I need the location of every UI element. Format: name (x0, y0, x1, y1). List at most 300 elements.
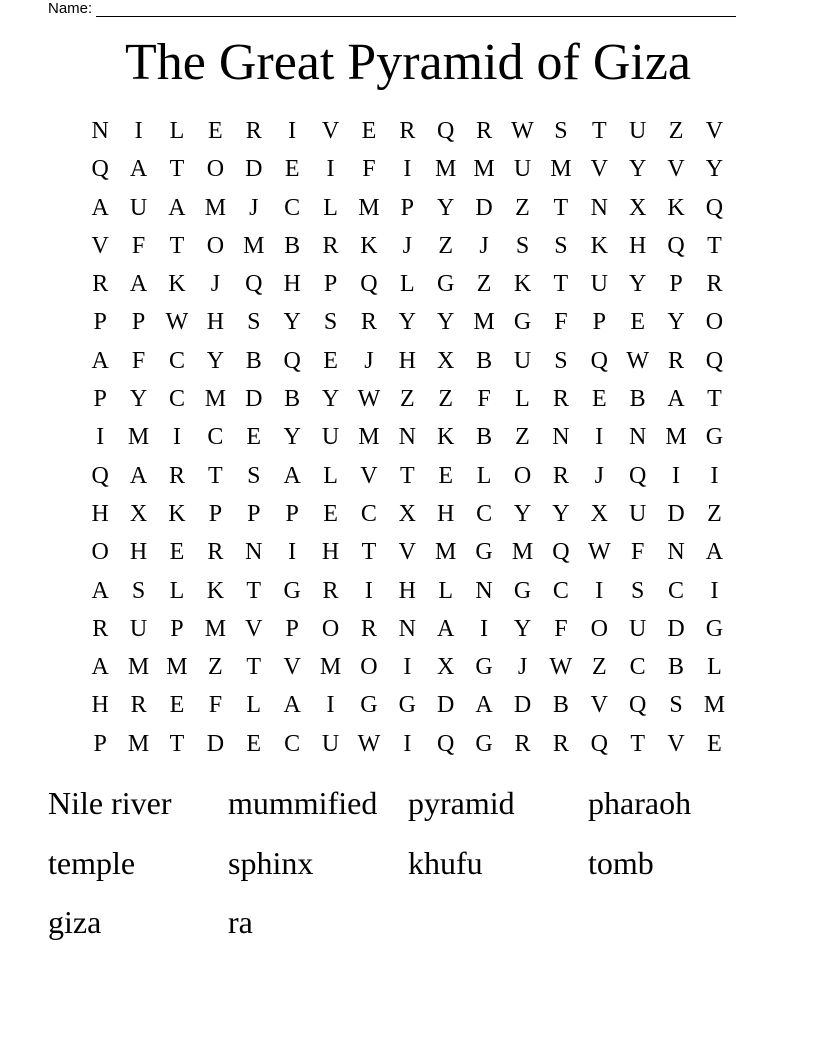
grid-letter: Y (513, 500, 532, 527)
grid-letter: Z (668, 118, 684, 144)
grid-letter: H (129, 539, 148, 566)
grid-letter: J (402, 232, 412, 259)
grid-letter: W (587, 539, 611, 566)
grid-letter: N (590, 194, 608, 221)
grid-letter: H (91, 692, 109, 719)
grid-letter: C (668, 577, 685, 604)
grid-letter: I (288, 539, 297, 566)
grid-letter: N (628, 424, 647, 451)
grid-letter: E (246, 424, 262, 451)
grid-letter: X (398, 500, 416, 527)
grid-letter: T (707, 386, 722, 413)
grid-letter: D (245, 386, 263, 413)
grid-letter: U (321, 424, 340, 451)
name-label: Name: (48, 0, 93, 17)
grid-letter: I (403, 156, 412, 183)
grid-letter: M (243, 232, 265, 259)
grid-letter: Z (438, 386, 454, 413)
grid-letter: I (326, 156, 335, 183)
grid-letter: B (284, 386, 301, 413)
grid-letter: I (364, 577, 373, 604)
grid-letter: E (707, 730, 722, 757)
grid-letter: P (285, 500, 299, 527)
grid-letter: J (210, 271, 221, 298)
grid-letter: N (245, 539, 263, 566)
grid-letter: U (628, 500, 647, 527)
grid-letter: B (552, 692, 569, 719)
grid-letter: R (360, 309, 377, 336)
grid-letter: M (358, 424, 380, 451)
grid-letter: V (590, 156, 608, 183)
grid-letter: F (131, 347, 146, 374)
grid-letter: B (284, 232, 301, 259)
grid-letter: Z (208, 654, 223, 681)
grid-letter: C (629, 654, 646, 681)
grid-letter: M (127, 730, 150, 757)
grid-letter: E (361, 118, 377, 144)
grid-letter: U (129, 615, 148, 642)
grid-letter: R (514, 730, 531, 757)
grid-letter: P (170, 615, 184, 642)
grid-letter: B (245, 347, 262, 374)
grid-letter: R (92, 615, 109, 642)
grid-letter: L (169, 577, 185, 604)
grid-letter: O (321, 615, 340, 642)
grid-letter: A (283, 692, 301, 719)
grid-letter: D (667, 500, 685, 527)
word-list (48, 783, 768, 962)
word-list-item: sphinx (228, 844, 314, 881)
grid-letter: A (283, 462, 301, 489)
grid-letter: E (169, 539, 185, 566)
grid-letter: A (437, 615, 455, 642)
grid-letter: K (168, 271, 186, 298)
grid-letter: E (438, 462, 454, 489)
grid-letter: I (480, 615, 489, 642)
word-list-item: giza (48, 904, 102, 940)
grid-letter: V (360, 462, 378, 489)
grid-letter: N (552, 424, 570, 451)
grid-letter: F (630, 539, 645, 566)
grid-letter: Y (129, 386, 148, 413)
grid-letter: C (476, 500, 493, 527)
grid-letter: R (207, 539, 224, 566)
grid-letter: K (513, 271, 532, 298)
grid-letter: E (591, 386, 607, 413)
grid-letter: Q (437, 118, 455, 144)
grid-letter: V (398, 539, 416, 566)
grid-letter: G (398, 692, 416, 719)
grid-letter: U (590, 271, 608, 298)
grid-letter: P (323, 271, 338, 298)
grid-letter: T (361, 539, 377, 566)
grid-letter: M (204, 386, 227, 413)
grid-letter: V (667, 156, 685, 183)
grid-letter: G (475, 539, 493, 566)
grid-letter: H (283, 271, 301, 298)
grid-letter: M (204, 615, 227, 642)
grid-letter: J (364, 347, 374, 374)
grid-letter: T (246, 654, 262, 681)
grid-letter: W (626, 347, 649, 374)
grid-letter: R (130, 692, 147, 719)
grid-letter: N (91, 118, 109, 144)
grid-letter: S (247, 309, 261, 336)
grid-letter: A (91, 347, 109, 374)
grid-letter: G (705, 424, 724, 451)
grid-letter: L (323, 194, 338, 221)
grid-letter: Z (476, 271, 492, 298)
grid-letter: X (437, 347, 455, 374)
grid-letter: Z (707, 500, 722, 527)
grid-letter: U (628, 615, 647, 642)
grid-letter: M (127, 654, 150, 681)
grid-letter: M (435, 539, 457, 566)
grid-letter: H (206, 309, 225, 336)
grid-letter: Q (552, 539, 570, 566)
grid-letter: X (590, 500, 608, 527)
grid-letter: W (549, 654, 573, 681)
grid-letter: T (553, 194, 569, 221)
grid-letter: S (131, 577, 146, 604)
grid-letter: X (129, 500, 148, 527)
grid-letter: O (360, 654, 378, 681)
grid-letter: Q (705, 194, 724, 221)
grid-letter: Q (283, 347, 301, 374)
grid-letter: V (283, 654, 301, 681)
grid-letter: L (438, 577, 454, 604)
word-list-item: khufu (408, 844, 483, 881)
grid-letter: X (628, 194, 647, 221)
grid-letter: N (398, 615, 416, 642)
grid-letter: Q (91, 156, 109, 183)
grid-letter: S (630, 577, 645, 604)
grid-letter: V (705, 118, 724, 144)
grid-letter: Q (590, 730, 608, 757)
grid-letter: T (707, 232, 722, 259)
grid-letter: M (166, 654, 188, 681)
grid-letter: A (91, 577, 109, 604)
grid-letter: M (473, 156, 495, 183)
grid-letter: G (437, 271, 455, 298)
grid-letter: H (628, 232, 647, 259)
grid-letter: F (362, 156, 376, 183)
grid-letter: S (515, 232, 530, 259)
grid-letter: B (668, 654, 685, 681)
grid-letter: D (667, 615, 685, 642)
grid-letter: M (358, 194, 380, 221)
grid-letter: V (590, 692, 608, 719)
grid-letter: Y (667, 309, 685, 336)
grid-letter: M (550, 156, 572, 183)
grid-letter: A (129, 271, 148, 298)
grid-letter: R (360, 615, 377, 642)
grid-letter: D (437, 692, 455, 719)
word-list-item: pharaoh (588, 785, 692, 821)
grid-letter: I (403, 654, 412, 681)
grid-letter: Y (398, 309, 416, 336)
grid-letter: E (630, 309, 645, 336)
grid-letter: A (705, 539, 724, 566)
grid-letter: R (552, 730, 569, 757)
grid-letter: P (208, 500, 223, 527)
grid-letter: V (321, 118, 340, 144)
grid-letter: M (204, 194, 227, 221)
grid-letter: P (592, 309, 606, 336)
grid-letter: H (398, 347, 416, 374)
grid-letter: Z (515, 424, 530, 451)
grid-letter: I (134, 118, 143, 144)
grid-letter: R (168, 462, 185, 489)
grid-letter: U (513, 347, 532, 374)
grid-letter: L (323, 462, 338, 489)
grid-letter: M (319, 654, 342, 681)
grid-letter: I (710, 462, 719, 489)
grid-letter: B (476, 424, 493, 451)
grid-letter: N (475, 577, 493, 604)
grid-letter: M (435, 156, 457, 183)
grid-letter: Y (628, 156, 647, 183)
grid-letter: A (129, 462, 148, 489)
grid-letter: T (553, 271, 569, 298)
grid-letter: D (475, 194, 493, 221)
grid-letter: O (206, 232, 225, 259)
grid-letter: A (91, 194, 109, 221)
grid-letter: P (93, 386, 107, 413)
grid-letter: I (672, 462, 681, 489)
grid-letter: S (323, 309, 338, 336)
grid-letter: D (513, 692, 532, 719)
grid-letter: C (168, 386, 185, 413)
grid-letter: N (398, 424, 416, 451)
grid-letter: F (208, 692, 223, 719)
grid-letter: C (360, 500, 377, 527)
grid-letter: Y (552, 500, 570, 527)
grid-letter: L (399, 271, 415, 298)
grid-letter: G (475, 730, 493, 757)
grid-letter: Q (667, 232, 685, 259)
grid-letter: G (705, 615, 724, 642)
grid-letter: M (703, 692, 726, 719)
grid-letter: G (513, 577, 532, 604)
grid-letter: S (554, 347, 568, 374)
grid-letter: Q (705, 347, 724, 374)
grid-letter: Y (321, 386, 340, 413)
name-blank-line (96, 1, 736, 17)
grid-letter: S (669, 692, 683, 719)
grid-letter: E (169, 692, 185, 719)
grid-letter: G (360, 692, 378, 719)
grid-letter: Z (591, 654, 607, 681)
grid-letter: K (437, 424, 455, 451)
grid-letter: G (283, 577, 301, 604)
word-list-item: Nile river (48, 785, 172, 821)
grid-letter: R (552, 462, 569, 489)
grid-letter: M (473, 309, 495, 336)
grid-letter: P (93, 309, 107, 336)
grid-letter: R (399, 118, 416, 144)
grid-letter: O (206, 156, 225, 183)
grid-letter: A (129, 156, 148, 183)
grid-letter: J (479, 232, 489, 259)
grid-letter: I (710, 577, 719, 604)
grid-letter: P (247, 500, 261, 527)
grid-letter: C (552, 577, 569, 604)
grid-letter: Q (360, 271, 378, 298)
grid-letter: I (326, 692, 335, 719)
grid-letter: U (513, 156, 532, 183)
grid-letter: M (511, 539, 534, 566)
grid-letter: Y (283, 309, 301, 336)
word-list-item: mummified (228, 785, 378, 821)
grid-letter: G (475, 654, 493, 681)
grid-letter: T (399, 462, 415, 489)
grid-letter: N (667, 539, 685, 566)
grid-letter: D (206, 730, 225, 757)
grid-letter: P (131, 309, 146, 336)
grid-letter: E (246, 730, 262, 757)
grid-letter: T (246, 577, 262, 604)
grid-letter: L (169, 118, 185, 144)
grid-letter: C (284, 730, 301, 757)
grid-letter: E (323, 347, 338, 374)
grid-letter: Q (590, 347, 608, 374)
grid-letter: Z (515, 194, 530, 221)
grid-letter: U (628, 118, 647, 144)
grid-letter: J (249, 194, 259, 221)
grid-letter: H (321, 539, 340, 566)
grid-letter: U (129, 194, 148, 221)
grid-letter: W (357, 730, 381, 757)
grid-letter: R (706, 271, 723, 298)
grid-letter: E (208, 118, 223, 144)
grid-letter: S (554, 118, 568, 144)
grid-letter: I (595, 424, 604, 451)
grid-letter: R (322, 232, 339, 259)
grid-letter: J (517, 654, 528, 681)
grid-letter: H (437, 500, 455, 527)
grid-letter: I (595, 577, 604, 604)
name-field (48, 0, 736, 17)
grid-letter: Q (628, 462, 647, 489)
grid-letter: J (594, 462, 604, 489)
grid-letter: K (360, 232, 378, 259)
grid-letter: K (168, 500, 186, 527)
grid-letter: Y (437, 194, 455, 221)
grid-letter: R (668, 347, 685, 374)
grid-letter: I (172, 424, 181, 451)
grid-letter: L (246, 692, 262, 719)
grid-letter: T (208, 462, 223, 489)
grid-letter: L (515, 386, 530, 413)
grid-letter: A (91, 654, 109, 681)
grid-letter: V (667, 730, 685, 757)
grid-letter: Y (437, 309, 455, 336)
grid-letter: Q (245, 271, 263, 298)
grid-letter: F (131, 232, 146, 259)
grid-letter: V (91, 232, 109, 259)
grid-letter: A (667, 386, 685, 413)
grid-letter: W (165, 309, 189, 336)
grid-letter: C (168, 347, 185, 374)
grid-letter: Y (628, 271, 647, 298)
grid-letter: M (127, 424, 150, 451)
grid-letter: Y (283, 424, 301, 451)
grid-letter: F (554, 615, 568, 642)
grid-letter: F (477, 386, 491, 413)
grid-letter: R (476, 118, 493, 144)
grid-letter: T (169, 232, 185, 259)
grid-letter: T (630, 730, 645, 757)
grid-letter: S (247, 462, 261, 489)
grid-letter: R (552, 386, 569, 413)
word-list-item: ra (228, 904, 253, 940)
grid-letter: K (590, 232, 608, 259)
grid-letter: E (323, 500, 338, 527)
grid-letter: A (475, 692, 493, 719)
grid-letter: Y (705, 156, 724, 183)
grid-letter: U (321, 730, 340, 757)
grid-letter: B (629, 386, 646, 413)
grid-letter: E (284, 156, 300, 183)
grid-letter: O (91, 539, 109, 566)
grid-letter: W (511, 118, 534, 144)
grid-letter: Q (91, 462, 109, 489)
grid-letter: P (400, 194, 414, 221)
grid-letter: H (398, 577, 416, 604)
grid-letter: V (245, 615, 263, 642)
grid-letter: R (92, 271, 109, 298)
grid-letter: K (667, 194, 685, 221)
grid-letter: Z (399, 386, 415, 413)
grid-letter: I (96, 424, 105, 451)
grid-letter: R (245, 118, 262, 144)
grid-letter: Q (437, 730, 455, 757)
page-title: The Great Pyramid of Giza (124, 34, 691, 91)
grid-letter: P (93, 730, 107, 757)
grid-letter: O (705, 309, 724, 336)
grid-letter: I (288, 118, 297, 144)
grid-letter: T (591, 118, 607, 144)
grid-letter: Q (628, 692, 647, 719)
grid-letter: Y (206, 347, 225, 374)
grid-letter: W (357, 386, 381, 413)
word-list-item: pyramid (408, 785, 515, 821)
grid-letter: C (207, 424, 224, 451)
grid-letter: P (669, 271, 683, 298)
grid-letter: O (513, 462, 532, 489)
grid-letter: X (437, 654, 455, 681)
grid-letter: I (403, 730, 412, 757)
word-list-item: tomb (588, 844, 654, 881)
grid-letter: S (554, 232, 568, 259)
grid-letter: Z (438, 232, 454, 259)
grid-letter: G (513, 309, 532, 336)
grid-letter: M (665, 424, 687, 451)
letter-grid (81, 116, 734, 767)
grid-letter: T (169, 156, 185, 183)
grid-letter: Y (513, 615, 532, 642)
grid-letter: P (285, 615, 299, 642)
grid-letter: L (476, 462, 492, 489)
grid-letter: F (554, 309, 568, 336)
grid-letter: D (245, 156, 263, 183)
grid-letter: B (476, 347, 493, 374)
grid-letter: O (590, 615, 608, 642)
grid-letter: T (169, 730, 185, 757)
grid-letter: K (206, 577, 225, 604)
grid-letter: L (707, 654, 722, 681)
